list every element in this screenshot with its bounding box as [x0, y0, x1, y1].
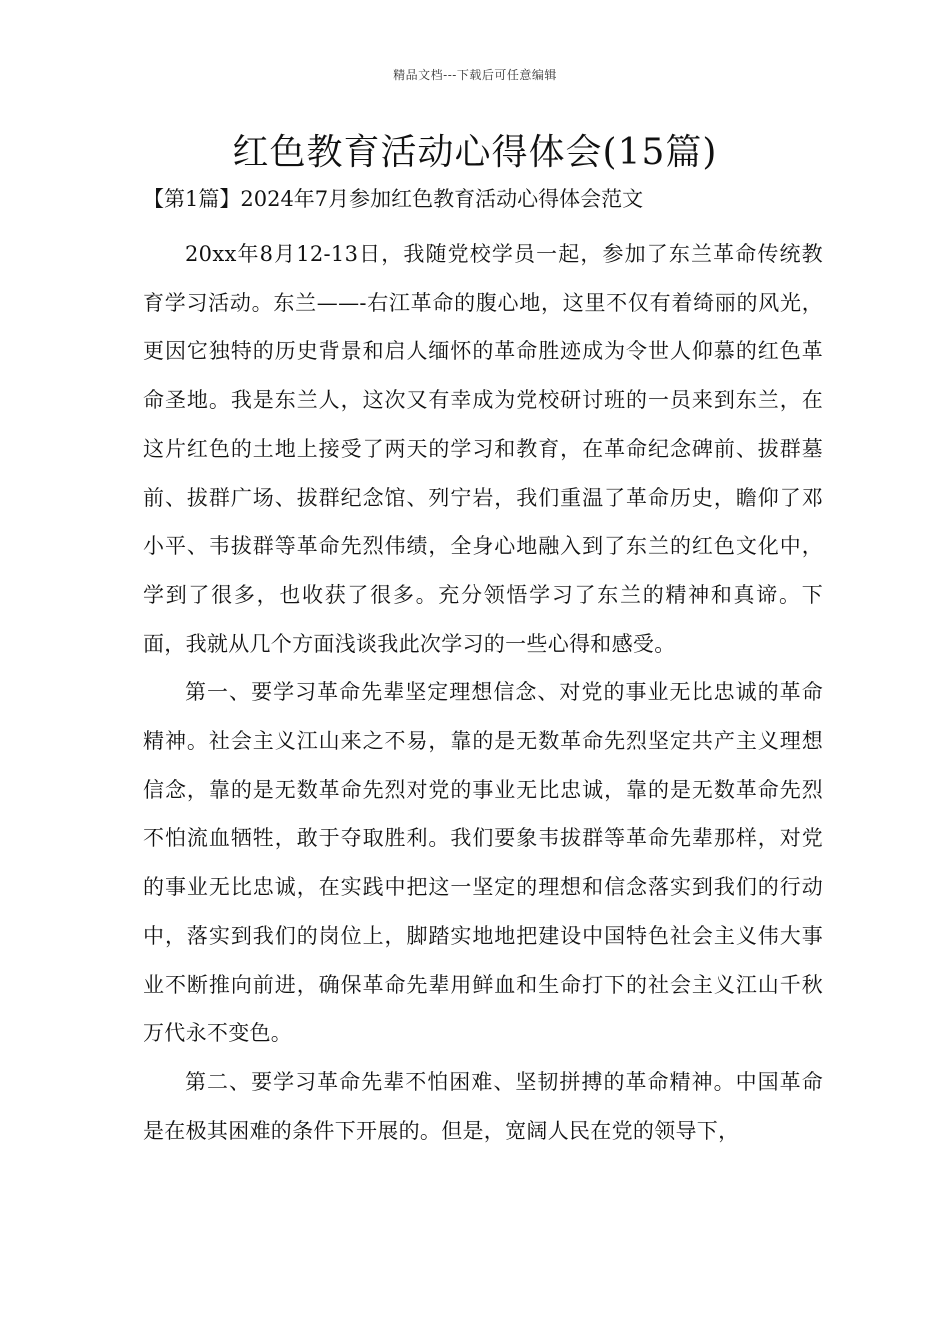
section-heading: 【第1篇】2024年7月参加红色教育活动心得体会范文 [143, 187, 644, 211]
document-title: 红色教育活动心得体会(15篇) [232, 132, 718, 173]
document-body [143, 230, 823, 1155]
paragraph-intro: 20xx年8月12-13日，我随党校学员一起，参加了东兰革命传统教育学习活动。东兰——-右江革命的腹心地，这里不仅有着绮丽的风光，更因它独特的历史背景和启人缅怀的革命胜迹成为令世人仰慕的红色革命圣地。我是东兰人，这次又有幸成为党校研讨班的一员来到东兰，在这片红色的土地上接受了两天的学习和教育，在革命纪念碑前、拔群墓前、拔群广场、拔群纪念馆、列宁岩，我们重温了革命历史，瞻仰了邓小平、韦拔群等革命先烈伟绩，全身心地融入到了东兰的红色文化中，学到了很多，也收获了很多。充分领悟学习了东兰的精神和真谛。下面，我就从几个方面浅谈我此次学习的一些心得和感受。 [143, 242, 823, 656]
paragraph-second-point: 第二、要学习革命先辈不怕困难、坚韧拼搏的革命精神。中国革命是在极其困难的条件下开展的。但是，宽阔人民在党的领导下， [143, 1069, 823, 1143]
page-header: 精品文档---下载后可任意编辑 [393, 68, 557, 82]
paragraph-first-point: 第一、要学习革命先辈坚定理想信念、对党的事业无比忠诚的革命精神。社会主义江山来之不易，靠的是无数革命先烈坚定共产主义理想信念，靠的是无数革命先烈对党的事业无比忠诚，靠的是无数革命先烈不怕流血牺牲，敢于夺取胜利。我们要象韦拔群等革命先辈那样，对党的事业无比忠诚，在实践中把这一坚定的理想和信念落实到我们的行动中，落实到我们的岗位上，脚踏实地地把建设中国特色社会主义伟大事业不断推向前进，确保革命先辈用鲜血和生命打下的社会主义江山千秋万代永不变色。 [143, 680, 823, 1046]
